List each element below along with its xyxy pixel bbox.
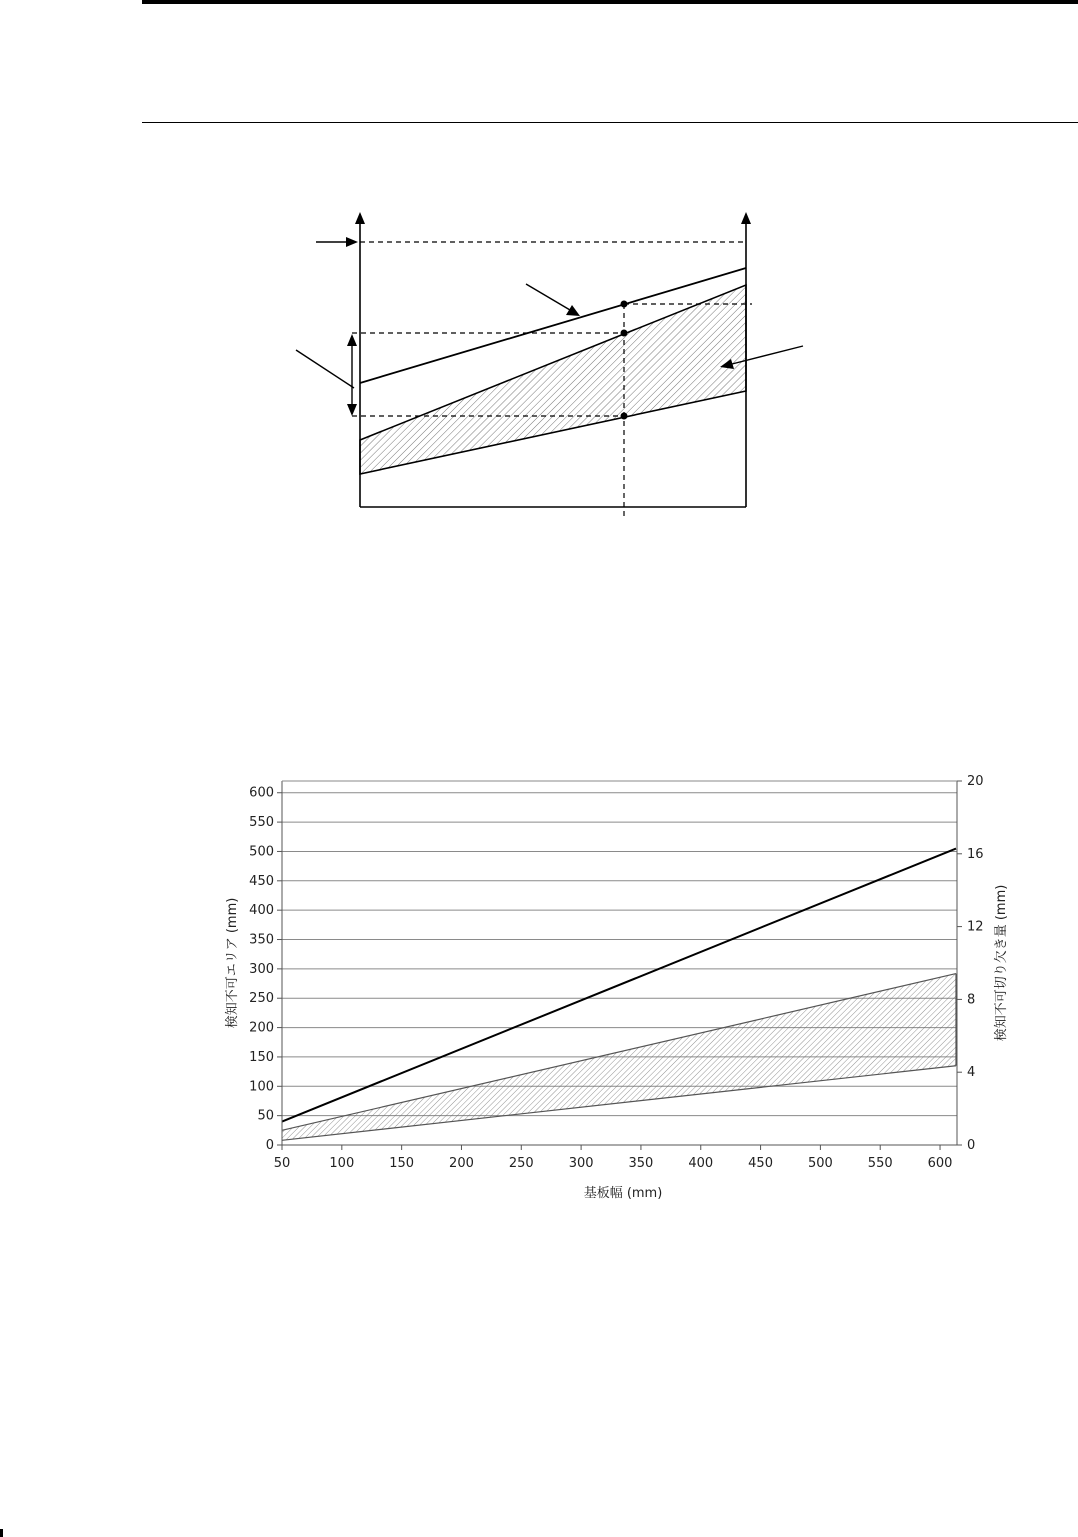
x-tick-label: 350: [628, 1156, 654, 1171]
x-tick-label: 100: [329, 1156, 355, 1171]
y-tick-label: 250: [249, 991, 274, 1007]
diagram-band: [360, 285, 746, 474]
diagram-left-axis-arrow: [355, 212, 365, 224]
y-tick-label: 400: [249, 903, 274, 919]
y2-tick-label: 0: [967, 1138, 976, 1153]
header-rule-bottom: [142, 122, 1078, 123]
x-tick-label: 550: [867, 1156, 893, 1171]
x-tick-label: 450: [748, 1156, 773, 1171]
y2-tick-label: 16: [967, 846, 984, 862]
chart: [0, 770, 1078, 1240]
y2-tick-label: 20: [967, 774, 984, 789]
y2-tick-label: 4: [967, 1065, 976, 1081]
x-tick-label: 250: [508, 1156, 534, 1171]
y-tick-label: 350: [249, 932, 274, 948]
header-rule-top: [142, 0, 1078, 4]
x-tick-label: 500: [807, 1156, 833, 1171]
y-tick-label: 100: [249, 1079, 274, 1095]
diagram-right-axis-arrow: [741, 212, 751, 224]
y-tick-label: 500: [249, 844, 274, 860]
y-tick-label: 600: [249, 785, 274, 801]
y2-axis-label: 検知不可切り欠き量 (mm): [994, 884, 1009, 1042]
y2-tick-label: 8: [967, 992, 976, 1008]
corner-mark: [0, 1529, 3, 1537]
y-tick-label: 450: [249, 873, 274, 889]
diagram-double-arrow: [347, 334, 357, 416]
x-tick-label: 50: [273, 1156, 291, 1171]
y-tick-label: 50: [257, 1108, 274, 1124]
x-tick-label: 400: [688, 1156, 714, 1171]
x-tick-label: 200: [449, 1156, 474, 1171]
x-tick-label: 300: [568, 1156, 594, 1171]
x-axis-label: 基板幅 (mm): [583, 1186, 663, 1201]
y-tick-label: 200: [249, 1020, 274, 1036]
y-tick-label: 300: [249, 961, 274, 977]
x-tick-label: 600: [927, 1156, 953, 1171]
y-tick-label: 0: [265, 1138, 274, 1153]
y-tick-label: 550: [249, 815, 274, 831]
x-tick-label: 150: [389, 1156, 415, 1171]
diagram-point-lower: [621, 413, 628, 420]
diagram-point-upper: [621, 301, 628, 308]
diagram-point-mid: [621, 330, 628, 337]
y2-tick-label: 12: [967, 919, 984, 935]
y-tick-label: 150: [249, 1049, 274, 1065]
y-axis-label: 検知不可エリア (mm): [225, 897, 240, 1029]
schematic-diagram: [0, 180, 1078, 740]
